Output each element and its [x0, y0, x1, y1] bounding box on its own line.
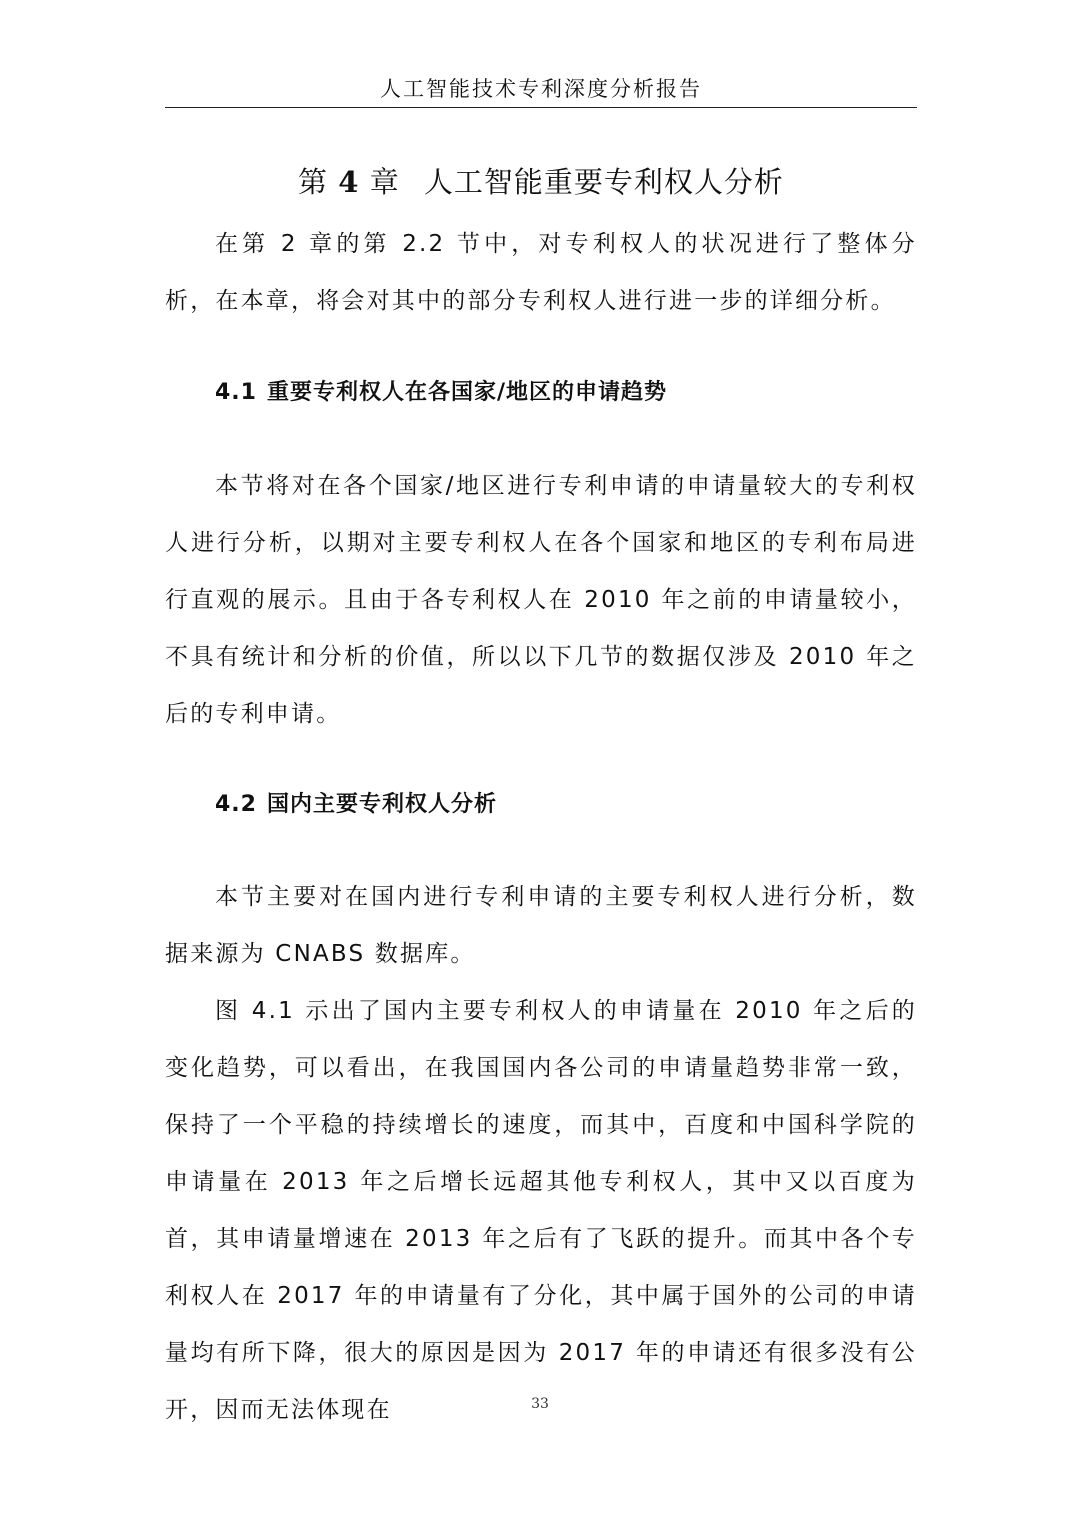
section-heading-4-1	[215, 378, 667, 408]
section-4-2-paragraph-2: 图 4.1 示出了国内主要专利权人的申请量在 2010 年之后的变化趋势，可以看出，在我国国内各公司的申请量趋势非常一致，保持了一个平稳的持续增长的速度，而其中，百度和中国科学院的申请量在 2013 年之后增长远超其他专利权人，其中又以百度为首，其申请量增速在 2013 年之后有了飞跃的提升。而其中各个专利权人在 2017 年的申请量有了分化，其中属于国外的公司的申请量均有所下降，很大的原因是因为 2017 年的申请还有很多没有公开，因而无法体现在	[165, 998, 917, 1423]
section-4-1-paragraph: 本节将对在各个国家/地区进行专利申请的申请量较大的专利权人进行分析，以期对主要专利权人在各个国家和地区的专利布局进行直观的展示。且由于各专利权人在 2010 年之前的申请量较小，不具有统计和分析的价值，所以以下几节的数据仅涉及 2010 年之后的专利申请。	[165, 473, 917, 727]
chapter-number: 4	[338, 165, 360, 199]
chapter-suffix: 章	[369, 165, 400, 199]
chapter-name: 人工智能重要专利权人分析	[423, 165, 784, 199]
intro-paragraph: 在第 2 章的第 2.2 节中，对专利权人的状况进行了整体分析，在本章，将会对其中的部分专利权人进行进一步的详细分析。	[165, 231, 917, 314]
section-number: 4.1	[215, 380, 257, 405]
section-title: 重要专利权人在各国家/地区的申请趋势	[266, 380, 668, 405]
section-4-2-paragraph-1: 本节主要对在国内进行专利申请的主要专利权人进行分析，数据来源为 CNABS 数据库。	[165, 884, 917, 967]
report-title: 人工智能技术专利深度分析报告	[380, 77, 702, 101]
section-number: 4.2	[215, 792, 257, 817]
page-number: 33	[531, 1396, 549, 1412]
section-heading-4-2	[215, 790, 497, 820]
page-header	[165, 74, 917, 108]
chapter-title	[165, 160, 917, 204]
chapter-prefix: 第	[298, 165, 329, 199]
section-title: 国内主要专利权人分析	[266, 792, 497, 817]
